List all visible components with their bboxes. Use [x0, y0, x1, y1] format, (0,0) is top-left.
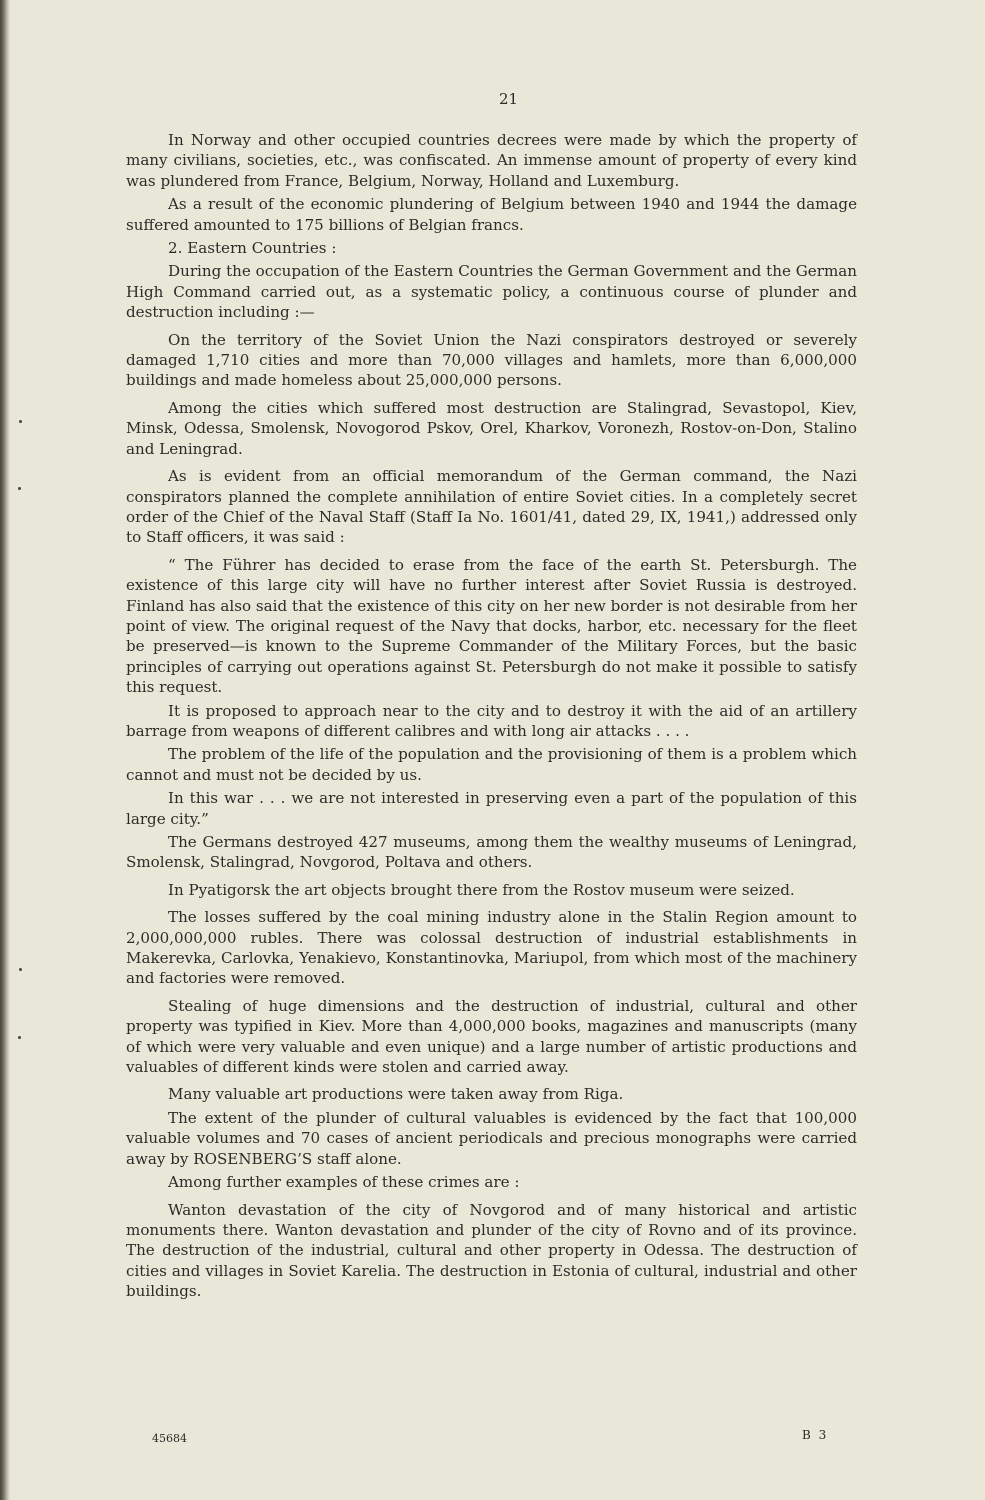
paragraph: As is evident from an official memorandum of the German command, the Nazi conspirators planned the complete annihilation of entire Soviet cities. In a completely secret order of the Chief of the Naval Staff (Staff Ia No. 1601/41, dated 29, IX, 1941,) addressed only to Staff officers, it was said :: [126, 467, 857, 547]
paragraph: The losses suffered by the coal mining industry alone in the Stalin Region amount to 2,000,000,000 rubles. There was colossal destruction of industrial establishments in Makerevka, Carlovka, Yenakievo, Konstantinovka, Mariupol, from which most of the machinery and factories were removed.: [126, 908, 857, 988]
margin-speck: [19, 968, 22, 971]
paragraph: Among further examples of these crimes are :: [168, 1173, 520, 1192]
quoted-paragraph: The problem of the life of the population and the provisioning of them is a problem which cannot and must not be decided by us.: [126, 745, 857, 784]
page-edge-shadow: [0, 0, 10, 1500]
margin-speck: [18, 1036, 21, 1039]
paragraph: During the occupation of the Eastern Countries the German Government and the German High Command carried out, as a systematic policy, a continuous course of plunder and destruction including :—: [126, 262, 857, 322]
margin-speck: [19, 420, 22, 423]
quoted-paragraph: “ The Führer has decided to erase from the face of the earth St. Petersburgh. The existence of this large city will have no further interest after Soviet Russia is destroyed. Finland has also said that the existence of this city on her new border is not desirable from her point of view. The original request of the Navy that docks, harbor, etc. necessary for the fleet be preserved—is known to the Supreme Commander of the Military Forces, but the basic principles of carrying out operations against St. Petersburgh do not make it possible to satisfy this request.: [126, 555, 857, 697]
paragraph: As a result of the economic plundering of Belgium between 1940 and 1944 the damage suffered amounted to 175 billions of Belgian francs.: [126, 195, 857, 234]
quoted-paragraph: It is proposed to approach near to the city and to destroy it with the aid of an artillery barrage from weapons of different calibres and with long air attacks . . . .: [126, 701, 857, 740]
document-body: [126, 130, 857, 1309]
quoted-paragraph: In this war . . . we are not interested in preserving even a part of the population of this large city.”: [126, 789, 857, 828]
paragraph: The extent of the plunder of cultural valuables is evidenced by the fact that 100,000 valuable volumes and 70 cases of ancient periodicals and precious monographs were carried away by ROSENBERG’S staff alone.: [126, 1108, 857, 1168]
paragraph: On the territory of the Soviet Union the Nazi conspirators destroyed or severely damaged 1,710 cities and more than 70,000 villages and hamlets, more than 6,000,000 buildings and made homeless about 25,000,000 persons.: [126, 330, 857, 390]
footer-print-code: 45684: [152, 1432, 187, 1445]
paragraph: In Norway and other occupied countries decrees were made by which the property of many civilians, societies, etc., was confiscated. An immense amount of property of every kind was plundered from France, Belgium, Norway, Holland and Luxemburg.: [126, 131, 857, 190]
page-number: 21: [498, 90, 519, 108]
paragraph: Many valuable art productions were taken away from Riga.: [168, 1085, 624, 1104]
margin-speck: [18, 487, 21, 490]
paragraph: The Germans destroyed 427 museums, among them the wealthy museums of Leningrad, Smolensk, Stalingrad, Novgorod, Poltava and others.: [126, 833, 857, 872]
section-heading: 2. Eastern Countries :: [168, 239, 337, 258]
paragraph: In Pyatigorsk the art objects brought there from the Rostov museum were seized.: [168, 880, 795, 899]
paragraph: Wanton devastation of the city of Novgorod and of many historical and artistic monuments there. Wanton devastation and plunder of the city of Rovno and of its province. The destruction of the industrial, cultural and other property in Odessa. The destruction of cities and villages in Soviet Karelia. The destruction in Estonia of cultural, industrial and other buildings.: [126, 1200, 857, 1301]
footer-signature-mark: B 3: [802, 1428, 829, 1442]
paragraph: Stealing of huge dimensions and the destruction of industrial, cultural and other property was typified in Kiev. More than 4,000,000 books, magazines and manuscripts (many of which were very valuable and even unique) and a large number of artistic productions and valuables of different kinds were stolen and carried away.: [126, 996, 857, 1077]
paragraph: Among the cities which suffered most destruction are Stalingrad, Sevastopol, Kiev, Minsk, Odessa, Smolensk, Novogorod Pskov, Orel, Kharkov, Voronezh, Rostov-on-Don, Stalino and Leningrad.: [126, 398, 857, 458]
